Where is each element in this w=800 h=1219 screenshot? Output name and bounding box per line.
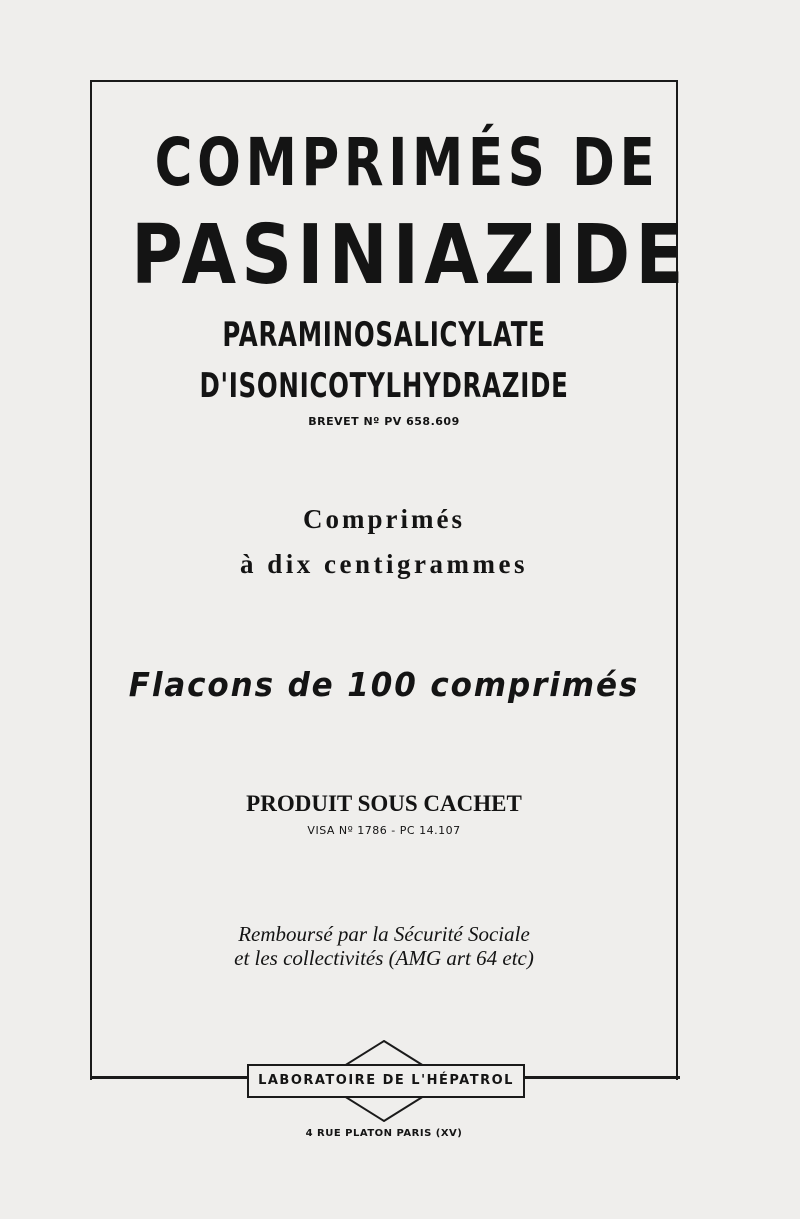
reimbursement-line-1: Remboursé par la Sécurité Sociale bbox=[238, 922, 530, 946]
title-line-2: PASINIAZIDE bbox=[131, 208, 689, 303]
patent-number: BREVET Nº PV 658.609 bbox=[308, 415, 460, 428]
laboratory-address: 4 RUE PLATON PARIS (XV) bbox=[305, 1128, 463, 1139]
laboratory-label: LABORATOIRE DE L'HÉPATROL bbox=[247, 1064, 525, 1098]
packaging-text: Flacons de 100 comprimés bbox=[128, 665, 640, 704]
subtitle-line-2: D'ISONICOTYLHYDRAZIDE bbox=[199, 366, 569, 406]
reimbursement-line-2: et les collectivités (AMG art 64 etc) bbox=[234, 946, 534, 970]
visa-number: VISA Nº 1786 - PC 14.107 bbox=[307, 824, 461, 837]
status-heading: PRODUIT SOUS CACHET bbox=[246, 791, 522, 816]
dose-line-2: à dix centigrammes bbox=[240, 549, 528, 579]
dose-line-1: Comprimés bbox=[303, 504, 465, 534]
subtitle-line-1: PARAMINOSALICYLATE bbox=[222, 315, 546, 355]
footer-rule-right bbox=[525, 1076, 680, 1079]
footer-rule-left bbox=[90, 1076, 247, 1079]
title-line-1: COMPRIMÉS DE bbox=[154, 124, 660, 201]
